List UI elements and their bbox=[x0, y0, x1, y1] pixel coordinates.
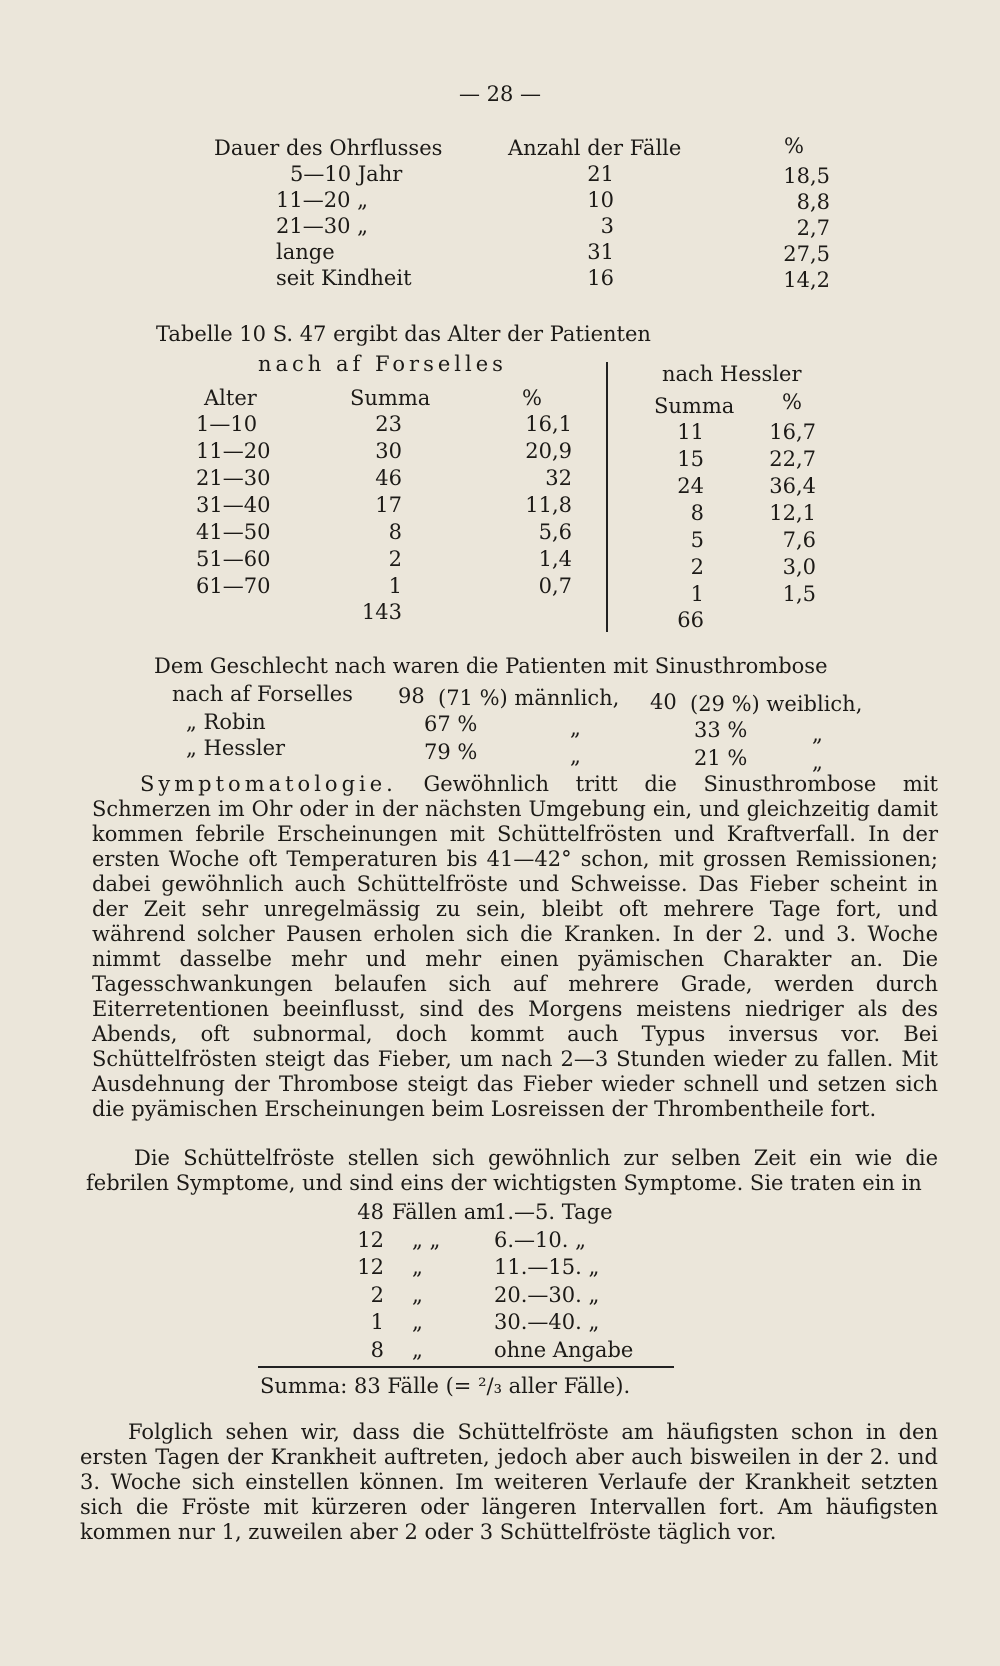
table-cell: 3 bbox=[600, 214, 614, 238]
age-cell-percent-right: 3,0 bbox=[782, 555, 816, 579]
chills-paragraph: Die Schüttelfröste stellen sich gewöhnlich zur selben Zeit ein wie die febrilen Symptome, und sind eins der wichtigsten Symptome. Sie traten ein in bbox=[86, 1146, 938, 1195]
age-header-alter: Alter bbox=[204, 386, 257, 410]
age-cell-summa-right: 8 bbox=[690, 501, 704, 525]
chills-period: 6.—10. „ bbox=[494, 1227, 586, 1252]
age-header-percent: % bbox=[522, 386, 542, 410]
age-cell-percent: 0,7 bbox=[538, 574, 572, 598]
age-cell-percent-right: 22,7 bbox=[769, 447, 816, 471]
gender-female: 21 % bbox=[694, 746, 748, 770]
age-cell-summa-right: 1 bbox=[690, 582, 704, 606]
age-right-title: nach Hessler bbox=[662, 362, 802, 386]
gender-male: 79 % bbox=[424, 740, 478, 764]
age-cell-summa: 17 bbox=[375, 493, 402, 517]
age-cell-summa: 30 bbox=[375, 439, 402, 463]
chills-label: „ bbox=[412, 1255, 423, 1280]
table-cell: 21 bbox=[587, 162, 614, 186]
table-cell: 27,5 bbox=[783, 242, 830, 266]
final-paragraph: Folglich sehen wir, dass die Schüttelfröste am häufigsten schon in den ersten Tagen der Krankheit auftreten, jedoch aber auch bisweilen in der 2. und 3. Woche sich einstellen können. Im weiteren Verlaufe der Krankheit setzten sich die Fröste mit kürzeren oder längeren Intervallen fort. Am häufigsten kommen nur 1, zuweilen aber 2 oder 3 Schüttelfröste täglich vor. bbox=[80, 1420, 938, 1544]
chills-period: ohne Angabe bbox=[494, 1338, 634, 1362]
table-cell: 14,2 bbox=[783, 268, 830, 292]
chills-period: 30.—40. „ bbox=[494, 1310, 600, 1335]
age-cell-summa-right: 15 bbox=[677, 447, 704, 471]
age-cell-percent: 11,8 bbox=[525, 493, 572, 517]
gender-ditto: „ bbox=[570, 744, 581, 768]
chills-count: 8 bbox=[370, 1338, 384, 1362]
chills-label: „ bbox=[412, 1338, 423, 1362]
age-header-percent-right: % bbox=[782, 390, 802, 414]
paragraph-text: Gewöhnlich tritt die Sinusthrombose mit Schmerzen im Ohr oder in der nächsten Umgebung ein, und gleichzeitig damit kommen febrile Erscheinungen mit Schüttelfrösten und Kraftverfall. In der ersten Woche oft Temperaturen bis 41—42° schon, mit grossen Remissionen; dabei gewöhnlich auch Schüttelfröste und Schweisse. Das Fieber scheint in der Zeit sehr unregelmässig zu sein, bleibt oft mehrere Tage fort, und während solcher Pausen erholen sich die Kranken. In der 2. und 3. Woche nimmt dasselbe mehr und mehr einen pyämischen Charakter an. Die Tagesschwankungen belaufen sich auf mehrere Grade, werden durch Eiterretentionen beeinflusst, sind des Morgens meistens niedriger als des Abends, oft subnormal, doch kommt auch Typus inversus vor. Bei Schüttelfrösten steigt das Fieber, um nach 2—3 Stunden wieder zu fallen. Mit Ausdehnung der Thrombose steigt das Fieber wieder schnell und setzen sich die pyämischen Erscheinungen beim Losreissen der Thrombentheile fort. bbox=[92, 772, 938, 1121]
gender-female-count: 40 bbox=[650, 690, 677, 714]
age-left-title: nach af Forselles bbox=[258, 352, 507, 376]
chills-count: 12 bbox=[357, 1227, 384, 1252]
gender-source: „ Hessler bbox=[186, 736, 286, 760]
age-cell-summa-right: 2 bbox=[690, 555, 704, 579]
age-cell-range: 31—40 bbox=[196, 493, 271, 517]
age-table-divider bbox=[606, 362, 608, 632]
chills-period: 11.—15. „ bbox=[494, 1255, 600, 1280]
chills-label: „ „ bbox=[412, 1227, 441, 1252]
gender-male: 67 % bbox=[424, 712, 478, 736]
age-cell-percent: 5,6 bbox=[538, 520, 572, 544]
age-cell-summa-right: 11 bbox=[677, 420, 704, 444]
age-right-total: 66 bbox=[677, 608, 704, 632]
chills-period: 1.—5. Tage bbox=[494, 1200, 613, 1224]
chills-count: 2 bbox=[370, 1282, 384, 1307]
age-cell-range: 11—20 bbox=[196, 439, 271, 463]
age-cell-range: 41—50 bbox=[196, 520, 271, 544]
age-cell-percent-right: 12,1 bbox=[769, 501, 816, 525]
gender-source: „ Robin bbox=[186, 710, 266, 734]
age-cell-summa: 23 bbox=[375, 412, 402, 436]
header-count: Anzahl der Fälle bbox=[508, 136, 682, 160]
table-cell: 2,7 bbox=[796, 216, 830, 240]
age-cell-range: 21—30 bbox=[196, 466, 271, 490]
age-left-total: 143 bbox=[361, 600, 402, 624]
age-cell-percent: 32 bbox=[545, 466, 572, 490]
chills-period: 20.—30. „ bbox=[494, 1282, 600, 1307]
gender-female: 33 % bbox=[694, 718, 748, 742]
page-number: — 28 — bbox=[458, 82, 542, 106]
header-duration: Dauer des Ohrflusses bbox=[214, 136, 443, 160]
chills-label: „ bbox=[412, 1310, 423, 1335]
age-cell-percent: 20,9 bbox=[525, 439, 572, 463]
age-cell-percent-right: 7,6 bbox=[782, 528, 816, 552]
age-cell-range: 61—70 bbox=[196, 574, 271, 598]
age-cell-range: 51—60 bbox=[196, 547, 271, 571]
age-cell-percent-right: 36,4 bbox=[769, 474, 816, 498]
age-cell-summa: 46 bbox=[375, 466, 402, 490]
age-cell-summa: 1 bbox=[388, 574, 402, 598]
gender-ditto: „ bbox=[812, 750, 823, 774]
gender-source: nach af Forselles bbox=[172, 682, 353, 706]
table-cell: seit Kindheit bbox=[276, 266, 412, 290]
chills-label: Fällen am bbox=[392, 1200, 497, 1224]
age-header-summa-right: Summa bbox=[654, 394, 735, 418]
age-cell-summa: 2 bbox=[388, 547, 402, 571]
table-cell: 10 bbox=[587, 188, 614, 212]
age-cell-percent-right: 16,7 bbox=[769, 420, 816, 444]
gender-intro: Dem Geschlecht nach waren die Patienten mit Sinusthrombose bbox=[154, 654, 828, 678]
age-cell-percent-right: 1,5 bbox=[782, 582, 816, 606]
chills-label: „ bbox=[412, 1282, 423, 1307]
chills-count: 12 bbox=[357, 1255, 384, 1280]
table-cell: lange bbox=[276, 240, 335, 264]
table10-intro: Tabelle 10 S. 47 ergibt das Alter der Patienten bbox=[156, 322, 651, 346]
age-cell-summa-right: 24 bbox=[677, 474, 704, 498]
age-cell-percent: 1,4 bbox=[538, 547, 572, 571]
table-cell: 21—30 „ bbox=[276, 214, 368, 238]
age-cell-summa-right: 5 bbox=[690, 528, 704, 552]
table-cell: 31 bbox=[587, 240, 614, 264]
table-cell: 5—10 Jahr bbox=[290, 162, 403, 186]
age-cell-summa: 8 bbox=[388, 520, 402, 544]
header-percent: % bbox=[784, 134, 804, 158]
age-cell-range: 1—10 bbox=[196, 412, 258, 436]
table-cell: 18,5 bbox=[783, 164, 830, 188]
section-heading: Symptomatologie. bbox=[140, 772, 397, 796]
gender-female: (29 %) weiblich, bbox=[690, 692, 863, 716]
chills-sum-rule bbox=[258, 1366, 674, 1368]
chills-count: 1 bbox=[370, 1310, 384, 1335]
gender-count: 98 bbox=[398, 684, 425, 708]
table-cell: 11—20 „ bbox=[276, 188, 368, 212]
chills-count: 48 bbox=[357, 1200, 384, 1224]
gender-ditto: „ bbox=[812, 722, 823, 746]
symptom-paragraph bbox=[92, 772, 938, 1122]
chills-total: Summa: 83 Fälle (= ²/₃ aller Fälle). bbox=[260, 1374, 631, 1398]
age-cell-percent: 16,1 bbox=[525, 412, 572, 436]
table-cell: 8,8 bbox=[796, 190, 830, 214]
gender-male: (71 %) männlich, bbox=[438, 686, 620, 710]
age-header-summa: Summa bbox=[350, 386, 431, 410]
gender-ditto: „ bbox=[570, 716, 581, 740]
table-cell: 16 bbox=[587, 266, 614, 290]
